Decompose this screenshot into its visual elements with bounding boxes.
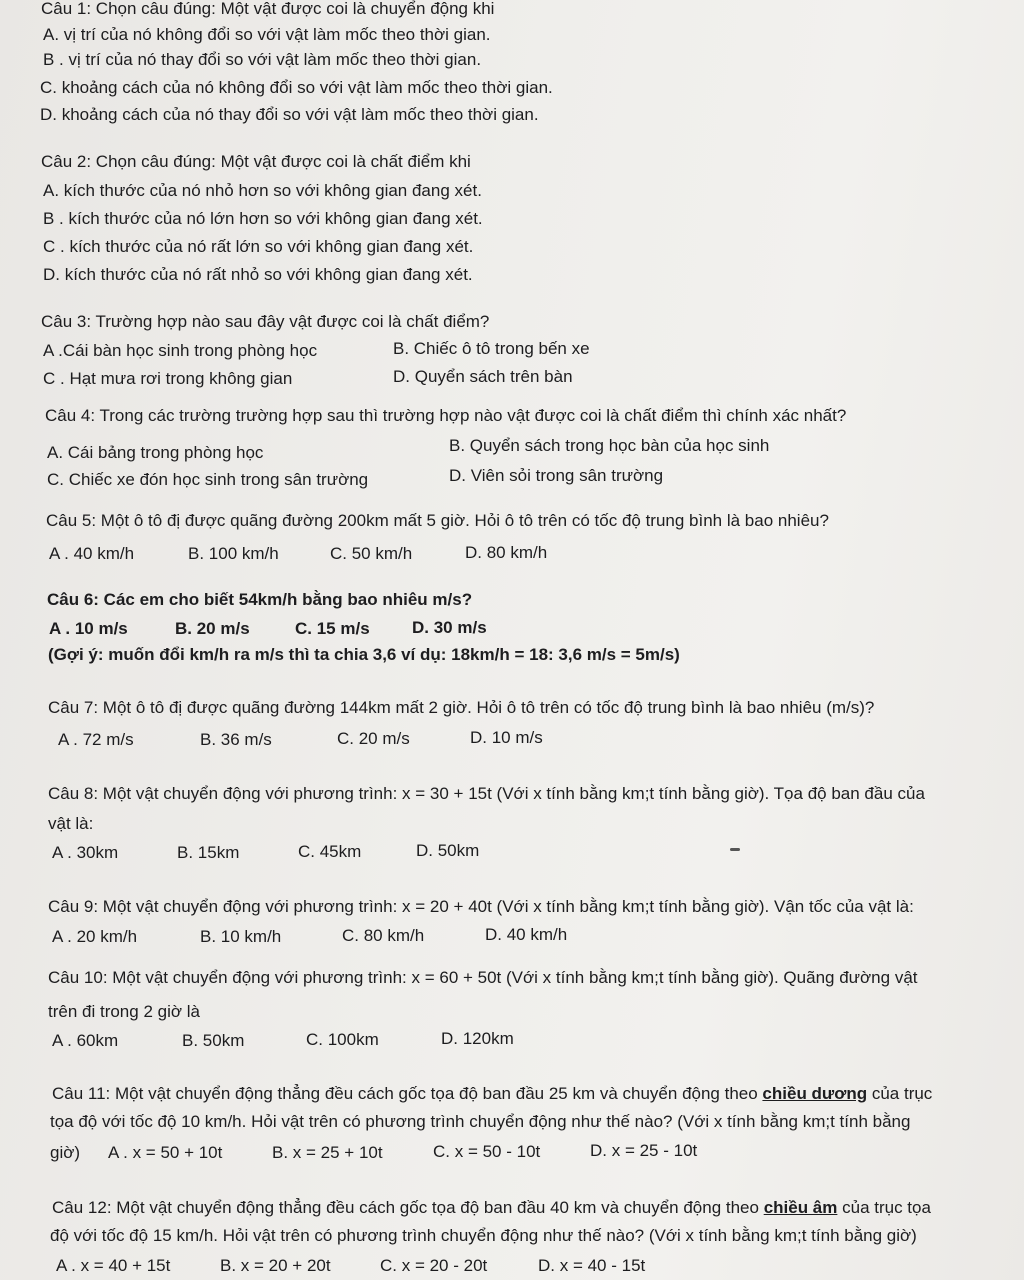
q8-option-d: D. 50km [416, 841, 480, 860]
q7-option-c: C. 20 m/s [337, 729, 410, 748]
q12-title [52, 1197, 931, 1219]
q8-option-c: C. 45km [298, 842, 362, 861]
q11-title-post: của trục [867, 1084, 933, 1103]
q12-option-b: B. x = 20 + 20t [220, 1256, 331, 1275]
q3-option-d: D. Quyển sách trên bàn [393, 367, 573, 386]
q3-title: Câu 3: Trường hợp nào sau đây vật được coi là chất điểm? [41, 312, 490, 331]
q1-option-a: A. vị trí của nó không đổi so với vật làm mốc theo thời gian. [43, 25, 491, 44]
q5-option-b: B. 100 km/h [188, 544, 279, 563]
q7-option-d: D. 10 m/s [470, 728, 543, 747]
q12-title-pre: Câu 12: Một vật chuyển động thẳng đều cách gốc tọa độ ban đầu 40 km và chuyển động theo [52, 1198, 764, 1217]
q11-option-d: D. x = 25 - 10t [590, 1141, 698, 1160]
q11-title-line2: tọa độ với tốc độ 10 km/h. Hỏi vật trên có phương trình chuyển động như thế nào? (Với x tính bằng km;t tính bằng [50, 1112, 911, 1131]
q1-option-b: B . vị trí của nó thay đổi so với vật làm mốc theo thời gian. [43, 50, 482, 69]
ink-mark [730, 848, 740, 851]
q9-option-c: C. 80 km/h [342, 926, 425, 945]
q2-option-a: A. kích thước của nó nhỏ hơn so với không gian đang xét. [43, 181, 482, 200]
q8-option-b: B. 15km [177, 843, 240, 862]
q12-title-line2: độ với tốc độ 15 km/h. Hỏi vật trên có phương trình chuyển động như thế nào? (Với x tính bằng km;t tính bằng giờ) [50, 1226, 917, 1245]
q6-option-d: D. 30 m/s [412, 618, 487, 637]
q7-title: Câu 7: Một ô tô đị được quãng đường 144km mất 2 giờ. Hỏi ô tô trên có tốc độ trung bình là bao nhiêu (m/s)? [48, 698, 875, 717]
q10-option-a: A . 60km [52, 1031, 119, 1050]
q8-option-a: A . 30km [52, 843, 119, 862]
q2-title: Câu 2: Chọn câu đúng: Một vật được coi là chất điểm khi [41, 152, 471, 171]
q12-option-c: C. x = 20 - 20t [380, 1256, 488, 1275]
q10-title: Câu 10: Một vật chuyển động với phương trình: x = 60 + 50t (Với x tính bằng km;t tính bằng giờ). Quãng đường vật [48, 968, 918, 987]
q7-option-a: A . 72 m/s [58, 730, 134, 749]
q11-direction-emphasis: chiều dương [762, 1084, 868, 1103]
q1-option-c: C. khoảng cách của nó không đổi so với vật làm mốc theo thời gian. [40, 78, 553, 97]
q5-option-c: C. 50 km/h [330, 544, 413, 563]
q11-title-pre: Câu 11: Một vật chuyển động thẳng đều cách gốc tọa độ ban đầu 25 km và chuyển động theo [52, 1084, 763, 1103]
q4-option-b: B. Quyển sách trong học bàn của học sinh [449, 436, 770, 455]
q4-option-c: C. Chiếc xe đón học sinh trong sân trường [47, 470, 369, 489]
q2-option-b: B . kích thước của nó lớn hơn so với không gian đang xét. [43, 209, 483, 228]
q11-option-a: A . x = 50 + 10t [108, 1143, 223, 1162]
q5-title: Câu 5: Một ô tô đị được quãng đường 200km mất 5 giờ. Hỏi ô tô trên có tốc độ trung bình là bao nhiêu? [46, 511, 829, 530]
q5-option-d: D. 80 km/h [465, 543, 548, 562]
q4-title: Câu 4: Trong các trường trường hợp sau thì trường hợp nào vật được coi là chất điểm thì chính xác nhất? [45, 406, 847, 425]
q12-direction-emphasis: chiều âm [763, 1198, 838, 1217]
q7-option-b: B. 36 m/s [200, 730, 272, 749]
q11-option-b: B. x = 25 + 10t [272, 1143, 383, 1162]
q9-option-d: D. 40 km/h [485, 925, 568, 944]
q11-title [52, 1083, 932, 1105]
q10-option-d: D. 120km [441, 1029, 514, 1048]
q1-option-d: D. khoảng cách của nó thay đổi so với vật làm mốc theo thời gian. [40, 105, 539, 124]
q12-title-post: của trục tọa [837, 1198, 931, 1217]
q4-option-a: A. Cái bảng trong phòng học [47, 443, 264, 462]
q10-option-b: B. 50km [182, 1031, 245, 1050]
q2-option-c: C . kích thước của nó rất lớn so với không gian đang xét. [43, 237, 474, 256]
q6-title: Câu 6: Các em cho biết 54km/h bằng bao nhiêu m/s? [47, 590, 473, 609]
q11-option-c: C. x = 50 - 10t [433, 1142, 541, 1161]
q12-option-d: D. x = 40 - 15t [538, 1256, 646, 1275]
q6-hint: (Gợi ý: muốn đổi km/h ra m/s thì ta chia 3,6 ví dụ: 18km/h = 18: 3,6 m/s = 5m/s) [48, 645, 680, 664]
q12-option-a: A . x = 40 + 15t [56, 1256, 171, 1275]
q5-option-a: A . 40 km/h [49, 544, 135, 563]
q6-option-c: C. 15 m/s [295, 619, 370, 638]
q9-title: Câu 9: Một vật chuyển động với phương trình: x = 20 + 40t (Với x tính bằng km;t tính bằng giờ). Vận tốc của vật là: [48, 897, 914, 916]
q3-option-b: B. Chiếc ô tô trong bến xe [393, 339, 590, 358]
q9-option-a: A . 20 km/h [52, 927, 138, 946]
q8-title-line2: vật là: [48, 814, 94, 833]
q9-option-b: B. 10 km/h [200, 927, 282, 946]
q3-option-c: C . Hạt mưa rơi trong không gian [43, 369, 293, 388]
q8-title: Câu 8: Một vật chuyển động với phương trình: x = 30 + 15t (Với x tính bằng km;t tính bằng giờ). Tọa độ ban đầu của [48, 784, 925, 803]
q2-option-d: D. kích thước của nó rất nhỏ so với không gian đang xét. [43, 265, 473, 284]
q1-title: Câu 1: Chọn câu đúng: Một vật được coi là chuyển động khi [41, 0, 495, 18]
q11-lead: giờ) [50, 1143, 81, 1162]
q3-option-a: A .Cái bàn học sinh trong phòng học [43, 341, 318, 360]
q6-option-a: A . 10 m/s [49, 619, 128, 638]
q4-option-d: D. Viên sỏi trong sân trường [449, 466, 664, 485]
q10-title-line2: trên đi trong 2 giờ là [48, 1002, 200, 1021]
q10-option-c: C. 100km [306, 1030, 379, 1049]
q6-option-b: B. 20 m/s [175, 619, 250, 638]
